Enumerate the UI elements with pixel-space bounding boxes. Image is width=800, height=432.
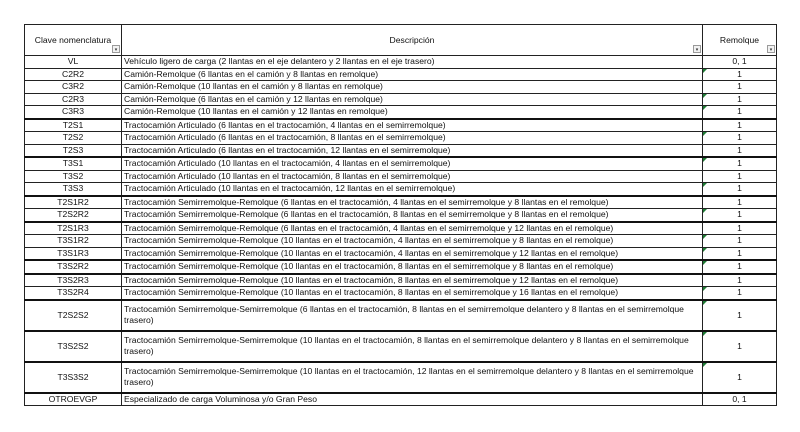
cell-clave[interactable]: T2S2R2 [25, 209, 122, 222]
table-row [25, 222, 777, 235]
table-row [25, 157, 777, 170]
cell-remolque[interactable] [703, 362, 777, 393]
green-triangle-icon [703, 332, 707, 336]
cell-remolque-value: 1 [737, 93, 742, 104]
cell-remolque[interactable] [703, 300, 777, 331]
green-triangle-icon [703, 69, 707, 73]
filter-active-icon[interactable]: ▾ [767, 45, 775, 53]
table-row [25, 144, 777, 157]
cell-clave[interactable]: T2S2S2 [25, 300, 122, 331]
cell-descripcion[interactable]: Tractocamión Articulado (10 llantas en el tractocamión, 12 llantas en el semirremolque) [122, 183, 703, 196]
green-triangle-icon [703, 106, 707, 110]
cell-clave[interactable]: T3S1R2 [25, 235, 122, 248]
table-row [25, 287, 777, 300]
table-row [25, 119, 777, 132]
cell-descripcion[interactable]: Tractocamión Semirremolque-Semirremolque (10 llantas en el tractocamión, 8 llantas en el semirremolque delantero y 8 llantas en el semirremolque trasero) [122, 331, 703, 362]
cell-remolque-value: 1 [737, 274, 742, 285]
cell-descripcion[interactable]: Especializado de carga Voluminosa y/o Gran Peso [122, 393, 703, 406]
column-header-remolque-label: Remolque [719, 34, 760, 45]
cell-remolque-value: 1 [737, 247, 742, 258]
cell-clave[interactable]: T2S1R3 [25, 222, 122, 235]
cell-remolque-value: 1 [737, 371, 742, 382]
cell-remolque[interactable] [703, 144, 777, 157]
cell-remolque[interactable] [703, 132, 777, 145]
header-row [25, 25, 777, 56]
cell-clave[interactable]: OTROEVGP [25, 393, 122, 406]
green-triangle-icon [703, 363, 707, 367]
column-header-clave[interactable] [25, 25, 122, 56]
cell-remolque[interactable] [703, 119, 777, 132]
green-triangle-icon [703, 248, 707, 252]
cell-descripcion[interactable]: Camión-Remolque (10 llantas en el camión y 8 llantas en remolque) [122, 81, 703, 94]
cell-descripcion[interactable]: Tractocamión Semirremolque-Remolque (10 llantas en el tractocamión, 4 llantas en el semirremolque y 8 llantas en el remolque) [122, 235, 703, 248]
table-row [25, 209, 777, 222]
cell-descripcion[interactable]: Camión-Remolque (6 llantas en el camión y 12 llantas en remolque) [122, 93, 703, 106]
cell-clave[interactable]: VL [25, 56, 122, 69]
cell-remolque-value: 0, 1 [732, 56, 747, 67]
filter-dropdown-icon[interactable]: ▾ [112, 45, 120, 53]
cell-remolque[interactable] [703, 393, 777, 406]
cell-descripcion[interactable]: Tractocamión Semirremolque-Remolque (10 llantas en el tractocamión, 4 llantas en el semirremolque y 12 llantas en el remolque) [122, 247, 703, 260]
cell-remolque-value: 1 [737, 183, 742, 194]
table-row [25, 106, 777, 119]
cell-clave[interactable]: T2S3 [25, 144, 122, 157]
cell-remolque-value: 1 [737, 222, 742, 233]
cell-remolque[interactable] [703, 68, 777, 81]
table-row [25, 362, 777, 393]
table-row [25, 56, 777, 69]
filter-dropdown-icon[interactable]: ▾ [693, 45, 701, 53]
cell-descripcion[interactable]: Tractocamión Semirremolque-Semirremolque (10 llantas en el tractocamión, 12 llantas en el semirremolque delantero y 8 llantas en el semirremolque trasero) [122, 362, 703, 393]
column-header-clave-label: Clave nomenclatura [34, 34, 112, 45]
green-triangle-icon [703, 287, 707, 291]
table-row [25, 260, 777, 274]
cell-remolque[interactable] [703, 157, 777, 170]
cell-remolque[interactable] [703, 106, 777, 119]
table-row [25, 235, 777, 248]
table-row [25, 132, 777, 145]
cell-clave[interactable]: C2R3 [25, 93, 122, 106]
cell-remolque-value: 1 [737, 340, 742, 351]
cell-remolque[interactable] [703, 183, 777, 196]
cell-remolque-value: 1 [737, 132, 742, 143]
cell-descripcion[interactable]: Tractocamión Articulado (10 llantas en el tractocamión, 4 llantas en el semirremolque) [122, 157, 703, 170]
cell-remolque[interactable] [703, 170, 777, 183]
cell-descripcion[interactable]: Tractocamión Articulado (6 llantas en el tractocamión, 12 llantas en el semirremolque) [122, 144, 703, 157]
cell-descripcion[interactable]: Tractocamión Semirremolque-Remolque (6 llantas en el tractocamión, 8 llantas en el semirremolque y 8 llantas en el remolque) [122, 209, 703, 222]
cell-clave[interactable]: C3R2 [25, 81, 122, 94]
cell-remolque-value: 1 [737, 261, 742, 272]
cell-remolque[interactable] [703, 260, 777, 274]
table-row [25, 274, 777, 287]
cell-clave[interactable]: T3S1R3 [25, 247, 122, 260]
green-triangle-icon [703, 158, 707, 162]
cell-descripcion[interactable]: Camión-Remolque (10 llantas en el camión y 12 llantas en remolque) [122, 106, 703, 119]
cell-remolque[interactable] [703, 93, 777, 106]
green-triangle-icon [703, 183, 707, 187]
cell-remolque-value: 1 [737, 119, 742, 130]
table-row [25, 81, 777, 94]
cell-descripcion[interactable]: Vehículo ligero de carga (2 llantas en el eje delantero y 2 llantas en el eje trasero) [122, 56, 703, 69]
cell-descripcion[interactable]: Tractocamión Semirremolque-Remolque (6 llantas en el tractocamión, 4 llantas en el semirremolque y 12 llantas en el remolque) [122, 222, 703, 235]
cell-descripcion[interactable]: Camión-Remolque (6 llantas en el camión y 8 llantas en remolque) [122, 68, 703, 81]
cell-remolque-value: 1 [737, 235, 742, 246]
cell-clave[interactable]: T2S2 [25, 132, 122, 145]
cell-descripcion[interactable]: Tractocamión Articulado (6 llantas en el tractocamión, 8 llantas en el semirremolque) [122, 132, 703, 145]
cell-remolque[interactable] [703, 287, 777, 300]
cell-remolque-value: 1 [737, 144, 742, 155]
table-row [25, 183, 777, 196]
cell-clave[interactable]: T3S3S2 [25, 362, 122, 393]
cell-remolque[interactable] [703, 81, 777, 94]
column-header-remolque[interactable] [703, 25, 777, 56]
table-row [25, 393, 777, 406]
column-header-descripcion-label: Descripción [389, 34, 435, 45]
cell-descripcion[interactable]: Tractocamión Semirremolque-Remolque (10 llantas en el tractocamión, 8 llantas en el semirremolque y 8 llantas en el remolque) [122, 260, 703, 274]
cell-remolque-value: 0, 1 [732, 393, 747, 404]
cell-descripcion[interactable]: Tractocamión Articulado (10 llantas en el tractocamión, 8 llantas en el semirremolque) [122, 170, 703, 183]
catalog-table [24, 24, 777, 406]
green-triangle-icon [703, 132, 707, 136]
green-triangle-icon [703, 94, 707, 98]
cell-clave[interactable]: C2R2 [25, 68, 122, 81]
cell-remolque[interactable] [703, 56, 777, 69]
green-triangle-icon [703, 261, 707, 265]
cell-descripcion[interactable]: Tractocamión Articulado (6 llantas en el tractocamión, 4 llantas en el semirremolque) [122, 119, 703, 132]
column-header-descripcion[interactable] [122, 25, 703, 56]
cell-clave[interactable]: T2S1R2 [25, 196, 122, 209]
cell-descripcion[interactable]: Tractocamión Semirremolque-Remolque (6 llantas en el tractocamión, 4 llantas en el semirremolque y 8 llantas en el remolque) [122, 196, 703, 209]
cell-descripcion[interactable]: Tractocamión Semirremolque-Remolque (10 llantas en el tractocamión, 8 llantas en el semirremolque y 16 llantas en el remolque) [122, 287, 703, 300]
cell-remolque[interactable] [703, 247, 777, 260]
cell-clave[interactable]: T3S2 [25, 170, 122, 183]
cell-clave[interactable]: C3R3 [25, 106, 122, 119]
table-row [25, 68, 777, 81]
cell-clave[interactable]: T2S1 [25, 119, 122, 132]
cell-remolque-value: 1 [737, 170, 742, 181]
cell-remolque-value: 1 [737, 309, 742, 320]
cell-clave[interactable]: T3S3 [25, 183, 122, 196]
cell-remolque[interactable] [703, 331, 777, 362]
cell-remolque[interactable] [703, 209, 777, 222]
green-triangle-icon [703, 235, 707, 239]
table-body [25, 56, 777, 406]
cell-clave[interactable]: T3S2S2 [25, 331, 122, 362]
cell-remolque-value: 1 [737, 81, 742, 92]
cell-remolque-value: 1 [737, 287, 742, 298]
cell-remolque-value: 1 [737, 158, 742, 169]
cell-clave[interactable]: T3S2R2 [25, 260, 122, 274]
green-triangle-icon [703, 209, 707, 213]
cell-remolque-value: 1 [737, 68, 742, 79]
cell-remolque[interactable] [703, 196, 777, 209]
table-row [25, 170, 777, 183]
cell-descripcion[interactable]: Tractocamión Semirremolque-Semirremolque (6 llantas en el tractocamión, 8 llantas en el semirremolque delantero y 8 llantas en el semirremolque trasero) [122, 300, 703, 331]
spreadsheet-region [24, 24, 776, 406]
cell-clave[interactable]: T3S2R4 [25, 287, 122, 300]
table-row [25, 331, 777, 362]
cell-remolque[interactable] [703, 222, 777, 235]
cell-remolque-value: 1 [737, 106, 742, 117]
cell-remolque-value: 1 [737, 196, 742, 207]
cell-remolque[interactable] [703, 274, 777, 287]
table-row [25, 300, 777, 331]
green-triangle-icon [703, 301, 707, 305]
cell-clave[interactable]: T3S1 [25, 157, 122, 170]
cell-remolque-value: 1 [737, 209, 742, 220]
cell-remolque[interactable] [703, 235, 777, 248]
cell-descripcion[interactable]: Tractocamión Semirremolque-Remolque (10 llantas en el tractocamión, 8 llantas en el semirremolque y 12 llantas en el remolque) [122, 274, 703, 287]
table-row [25, 93, 777, 106]
table-row [25, 247, 777, 260]
cell-clave[interactable]: T3S2R3 [25, 274, 122, 287]
table-row [25, 196, 777, 209]
